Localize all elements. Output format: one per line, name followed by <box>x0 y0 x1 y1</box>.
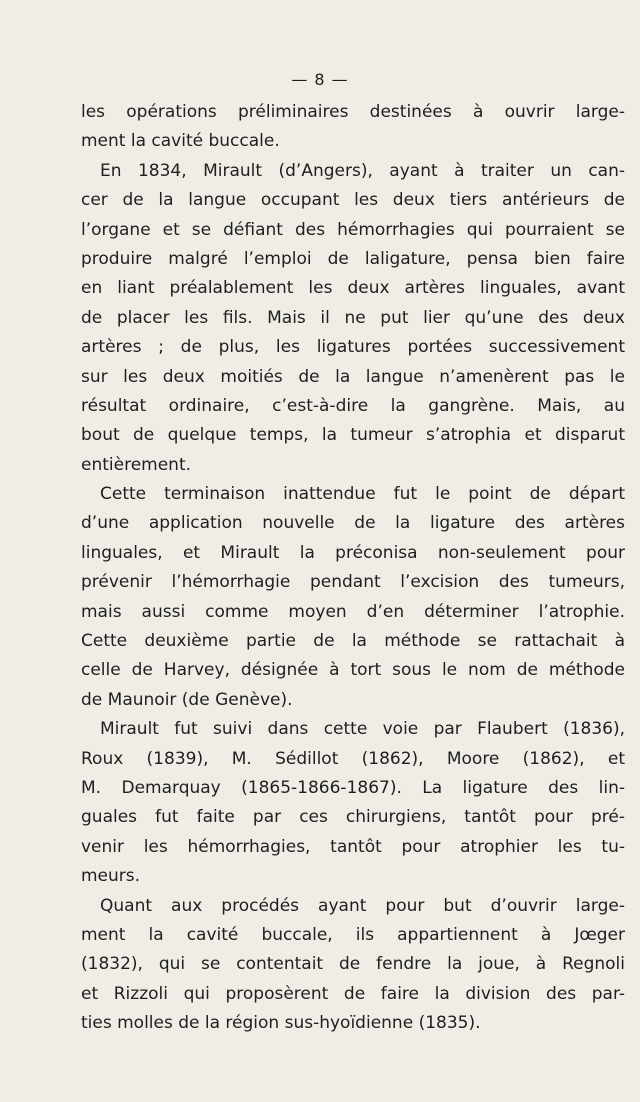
text-line: sur les deux moitiés de la langue n’amenèrent pas le <box>81 366 625 387</box>
text-line: et Rizzoli qui proposèrent de faire la division des par- <box>81 983 625 1004</box>
text-line: Cette terminaison inattendue fut le point de départ <box>100 484 625 505</box>
text-line: de placer les fils. Mais il ne put lier qu’une des deux <box>81 307 625 328</box>
text-line: Quant aux procédés ayant pour but d’ouvrir large- <box>100 895 625 916</box>
text-line: meurs. <box>81 866 141 887</box>
text-line: (1832), qui se contentait de fendre la joue, à Regnoli <box>81 954 625 975</box>
text-line: M. Demarquay (1865-1866-1867). La ligature des lin- <box>81 777 625 798</box>
text-line: ment la cavité buccale. <box>81 131 280 152</box>
paragraph <box>81 98 625 157</box>
text-line: mais aussi comme moyen d’en déterminer l’atrophie. <box>81 601 625 622</box>
text-line: d’une application nouvelle de la ligature des artères <box>81 513 625 534</box>
paragraph <box>81 157 625 480</box>
text-line: prévenir l’hémorrhagie pendant l’excision des tumeurs, <box>81 572 625 593</box>
body-text <box>81 98 625 1039</box>
text-line: bout de quelque temps, la tumeur s’atrophia et disparut <box>81 425 625 446</box>
text-line: l’organe et se défiant des hémorrhagies qui pourraient se <box>81 219 625 240</box>
text-line: Mirault fut suivi dans cette voie par Flaubert (1836), <box>100 719 625 740</box>
text-line: en liant préalablement les deux artères linguales, avant <box>81 278 625 299</box>
text-line: produire malgré l’emploi de laligature, pensa bien faire <box>81 248 625 269</box>
text-line: En 1834, Mirault (d’Angers), ayant à traiter un can- <box>100 160 625 181</box>
text-line: artères ; de plus, les ligatures portées successivement <box>81 337 625 358</box>
text-line: ment la cavité buccale, ils appartiennent à Jœger <box>81 924 625 945</box>
text-line: Cette deuxième partie de la méthode se rattachait à <box>81 631 625 652</box>
text-line: les opérations préliminaires destinées à ouvrir large- <box>81 102 625 122</box>
text-line: entièrement. <box>81 454 192 475</box>
text-line: ties molles de la région sus-hyoïdienne (1835). <box>81 1013 481 1034</box>
text-line: résultat ordinaire, c’est-à-dire la gangrène. Mais, au <box>81 395 625 416</box>
text-line: Roux (1839), M. Sédillot (1862), Moore (1862), et <box>81 748 625 769</box>
text-line: guales fut faite par ces chirurgiens, tantôt pour pré- <box>81 807 625 828</box>
text-line: cer de la langue occupant les deux tiers antérieurs de <box>81 190 625 211</box>
text-line: celle de Harvey, désignée à tort sous le nom de méthode <box>81 660 625 681</box>
text-line: venir les hémorrhagies, tantôt pour atrophier les tu- <box>81 836 625 857</box>
page-number: — 8 — <box>291 70 349 89</box>
paragraph <box>81 892 625 1039</box>
text-line: de Maunoir (de Genève). <box>81 689 293 710</box>
paragraph <box>81 480 625 715</box>
text-line: linguales, et Mirault la préconisa non-seulement pour <box>81 542 625 563</box>
paragraph <box>81 715 625 891</box>
